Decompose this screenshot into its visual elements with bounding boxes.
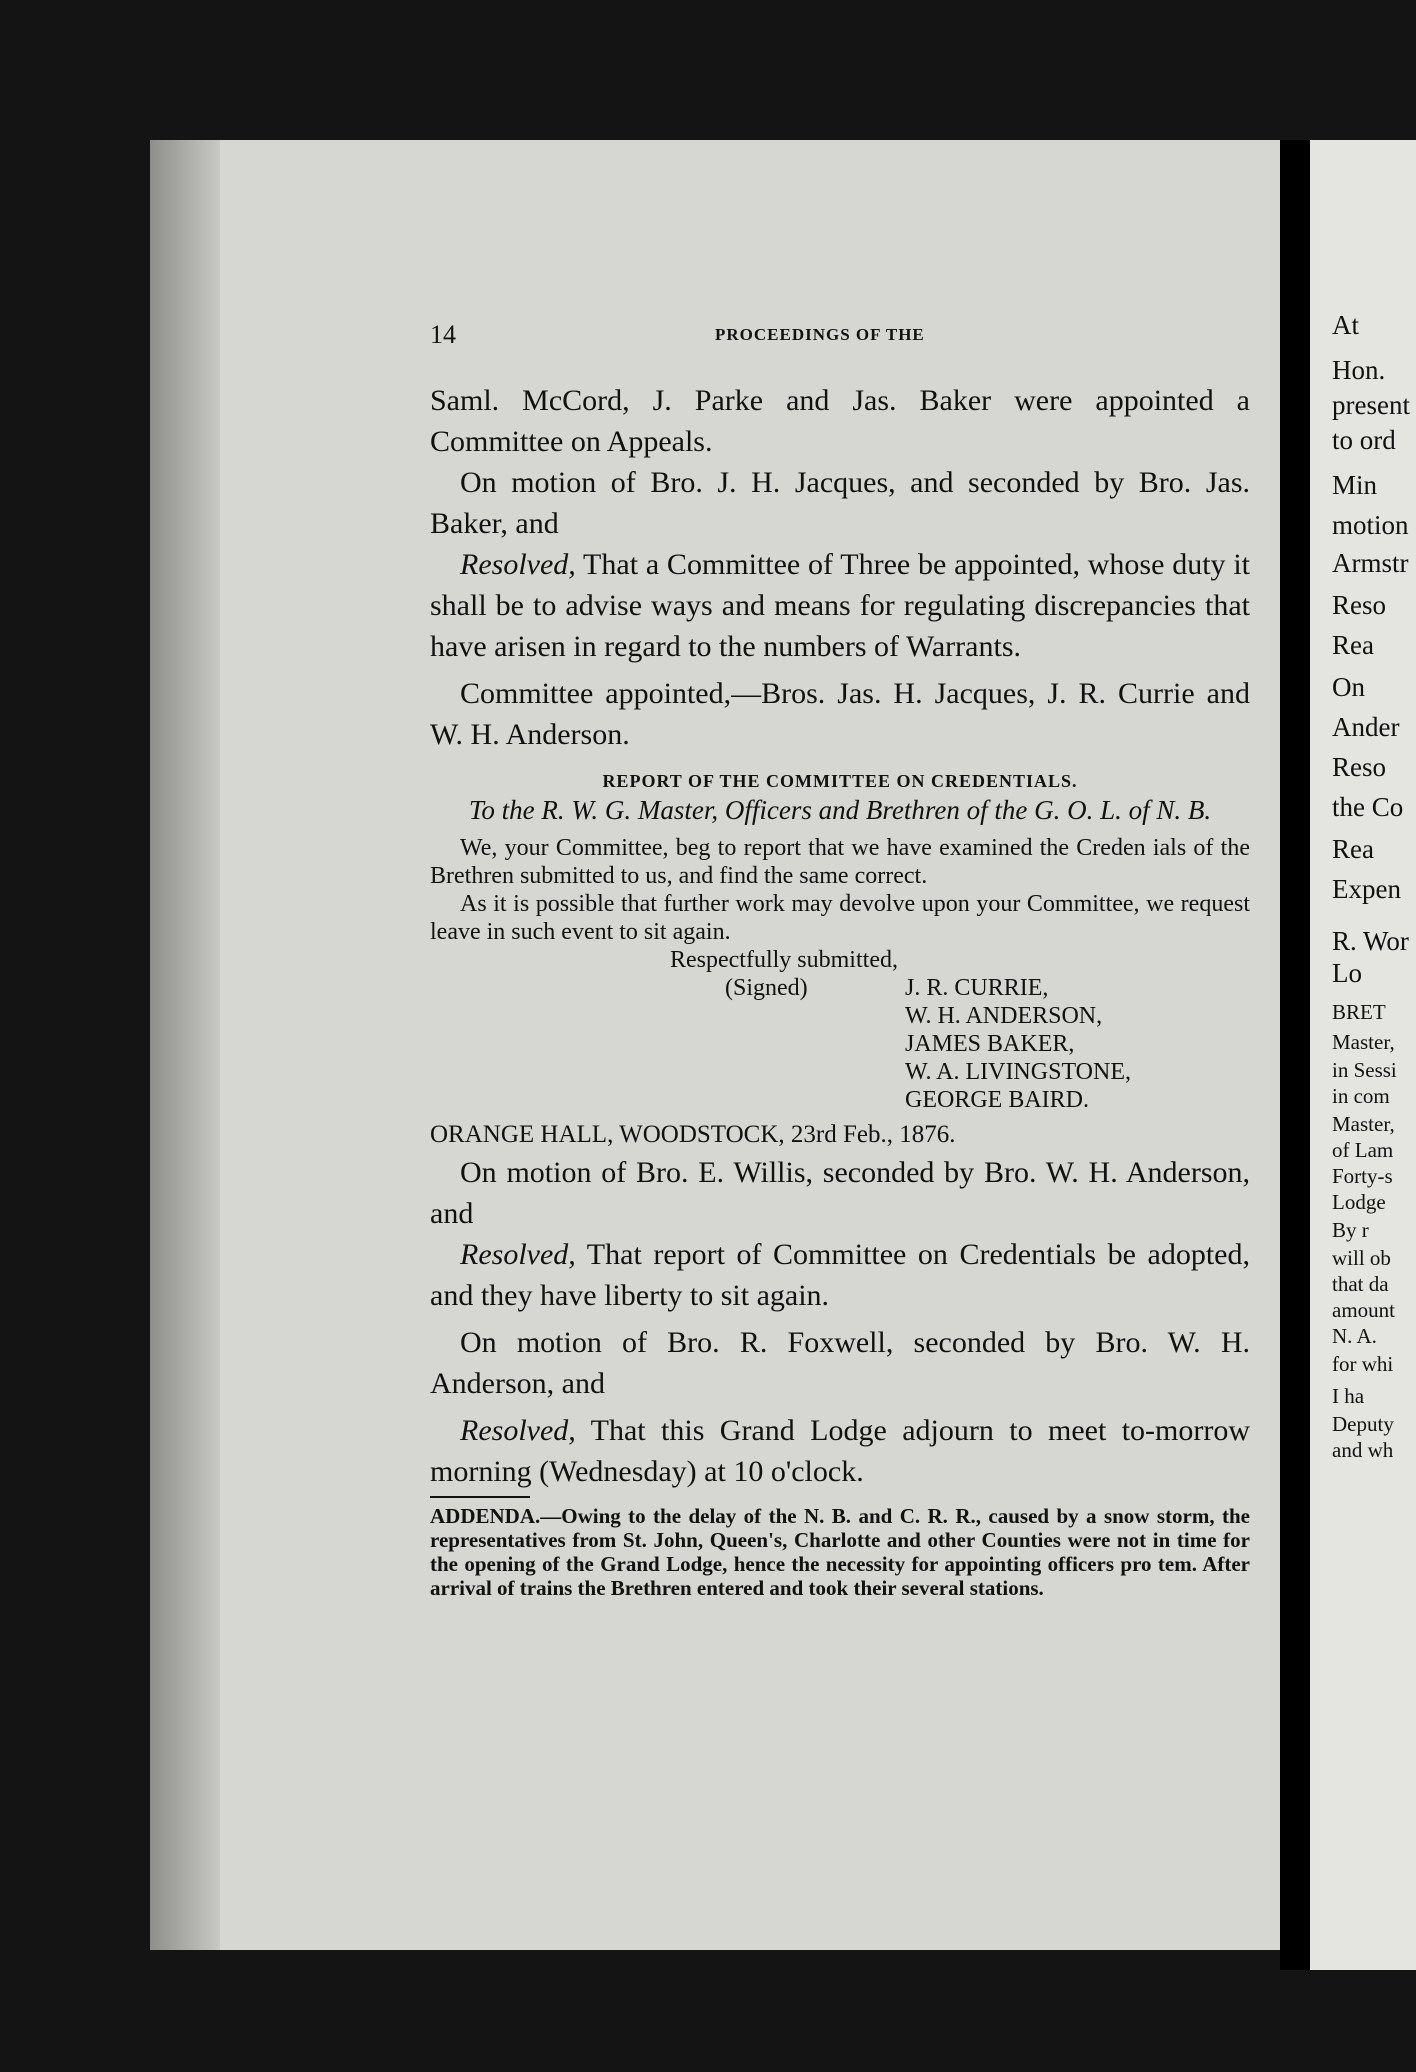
right-page-fragment: will ob: [1332, 1246, 1391, 1270]
right-page-fragment: BRET: [1332, 1000, 1386, 1024]
right-page-fragment: On: [1332, 672, 1365, 702]
running-header: [430, 320, 1250, 360]
right-page-fragment: Min: [1332, 470, 1378, 500]
book-page-right: [1310, 140, 1416, 1970]
resolved-label: Resolved,: [460, 1238, 576, 1271]
right-page-fragment: Rea: [1332, 834, 1374, 864]
paragraph: [430, 1410, 1250, 1492]
right-page-fragment: present: [1332, 390, 1410, 420]
signer: W. A. LIVINGSTONE,: [905, 1059, 1131, 1085]
right-page-fragment: Lo: [1332, 958, 1362, 988]
right-page-fragment: Expen: [1332, 874, 1401, 904]
report-closing: Respectfully submitted,: [670, 947, 898, 973]
right-page-fragment: amount: [1332, 1298, 1395, 1322]
right-page-fragment: of Lam: [1332, 1138, 1394, 1162]
paragraph: [430, 1234, 1250, 1316]
right-page-fragment: By r: [1332, 1218, 1369, 1242]
resolved-label: Resolved,: [460, 1414, 576, 1447]
paragraph-text: That report of Committee on Credentials be adopted, and they have liberty to sit again.: [430, 1238, 1250, 1312]
page-body: [430, 380, 1250, 1600]
paragraph: On motion of Bro. E. Willis, seconded by Bro. W. H. Anderson, and: [430, 1156, 1250, 1230]
book-gutter: [1280, 140, 1310, 1970]
paragraph-text: That a Committee of Three be appointed, whose duty it shall be to advise ways and means for regulating discrepancies that have arisen in regard to the numbers of Warrants.: [430, 548, 1250, 663]
signers-list: [905, 974, 1250, 1114]
right-page-fragment: Master,: [1332, 1030, 1395, 1054]
resolved-label: Resolved,: [460, 548, 576, 581]
paragraph: [430, 544, 1250, 667]
right-page-fragment: and wh: [1332, 1438, 1394, 1462]
paragraph-text: That this Grand Lodge adjourn to meet to-morrow morning (Wednesday) at 10 o'clock.: [430, 1414, 1250, 1488]
right-page-fragment: Ander: [1332, 712, 1400, 742]
right-page-fragment: I ha: [1332, 1384, 1365, 1408]
signed-label: (Signed): [725, 975, 808, 1001]
paragraph: On motion of Bro. J. H. Jacques, and seconded by Bro. Jas. Baker, and: [430, 466, 1250, 540]
signer: GEORGE BAIRD.: [905, 1087, 1089, 1113]
paragraph: Committee appointed,—Bros. Jas. H. Jacques, J. R. Currie and W. H. Anderson.: [430, 677, 1250, 751]
right-page-fragment: Rea: [1332, 630, 1374, 660]
right-page-fragment: R. Wor: [1332, 926, 1409, 956]
right-page-fragment: the Co: [1332, 792, 1404, 822]
right-page-fragment: in Sessi: [1332, 1058, 1397, 1082]
paragraph: Saml. McCord, J. Parke and Jas. Baker were appointed a Committee on Appeals.: [430, 384, 1250, 458]
right-page-fragment: Reso: [1332, 590, 1386, 620]
paragraph: On motion of Bro. R. Foxwell, seconded by Bro. W. H. Anderson, and: [430, 1326, 1250, 1400]
footnote-rule: [430, 1496, 530, 1498]
running-title: PROCEEDINGS OF THE: [715, 325, 925, 344]
right-page-fragment: Lodge: [1332, 1190, 1386, 1214]
signer: W. H. ANDERSON,: [905, 1003, 1103, 1029]
right-page-fragment: Reso: [1332, 752, 1386, 782]
right-page-fragment: Master,: [1332, 1112, 1395, 1136]
report-paragraph: We, your Committee, beg to report that we have examined the Creden ials of the Brethren submitted to us, and find the same correct.: [430, 835, 1250, 889]
right-page-fragment: motion: [1332, 510, 1409, 540]
right-page-fragment: to ord: [1332, 425, 1396, 455]
signer: J. R. CURRIE,: [905, 975, 1049, 1001]
page-number: 14: [430, 320, 456, 349]
right-page-fragment: N. A.: [1332, 1324, 1377, 1348]
right-page-fragment: Armstr: [1332, 548, 1409, 578]
right-page-fragment: for whi: [1332, 1352, 1394, 1376]
right-page-fragment: Forty-s: [1332, 1164, 1393, 1188]
report-dateline: ORANGE HALL, WOODSTOCK, 23rd Feb., 1876.: [430, 1121, 956, 1148]
right-page-fragment: Deputy: [1332, 1412, 1394, 1436]
addenda-note: ADDENDA.—Owing to the delay of the N. B. and C. R. R., caused by a snow storm, the representatives from St. John, Queen's, Charlotte and other Counties were not in time for the opening of the Grand Lodge, hence the necessity for appointing officers pro tem. After arrival of trains the Brethren entered and took their several stations.: [430, 1504, 1250, 1600]
right-page-fragment: in com: [1332, 1084, 1390, 1108]
right-page-fragment: At: [1332, 310, 1359, 340]
report-paragraph: As it is possible that further work may devolve upon your Committee, we request leave in such event to sit again.: [430, 891, 1250, 945]
right-page-fragment: that da: [1332, 1272, 1389, 1296]
signer: JAMES BAKER,: [905, 1031, 1075, 1057]
right-page-fragment: Hon.: [1332, 355, 1386, 385]
report-address: To the R. W. G. Master, Officers and Brethren of the G. O. L. of N. B.: [468, 795, 1212, 825]
report-heading: REPORT OF THE COMMITTEE ON CREDENTIALS.: [602, 771, 1078, 791]
